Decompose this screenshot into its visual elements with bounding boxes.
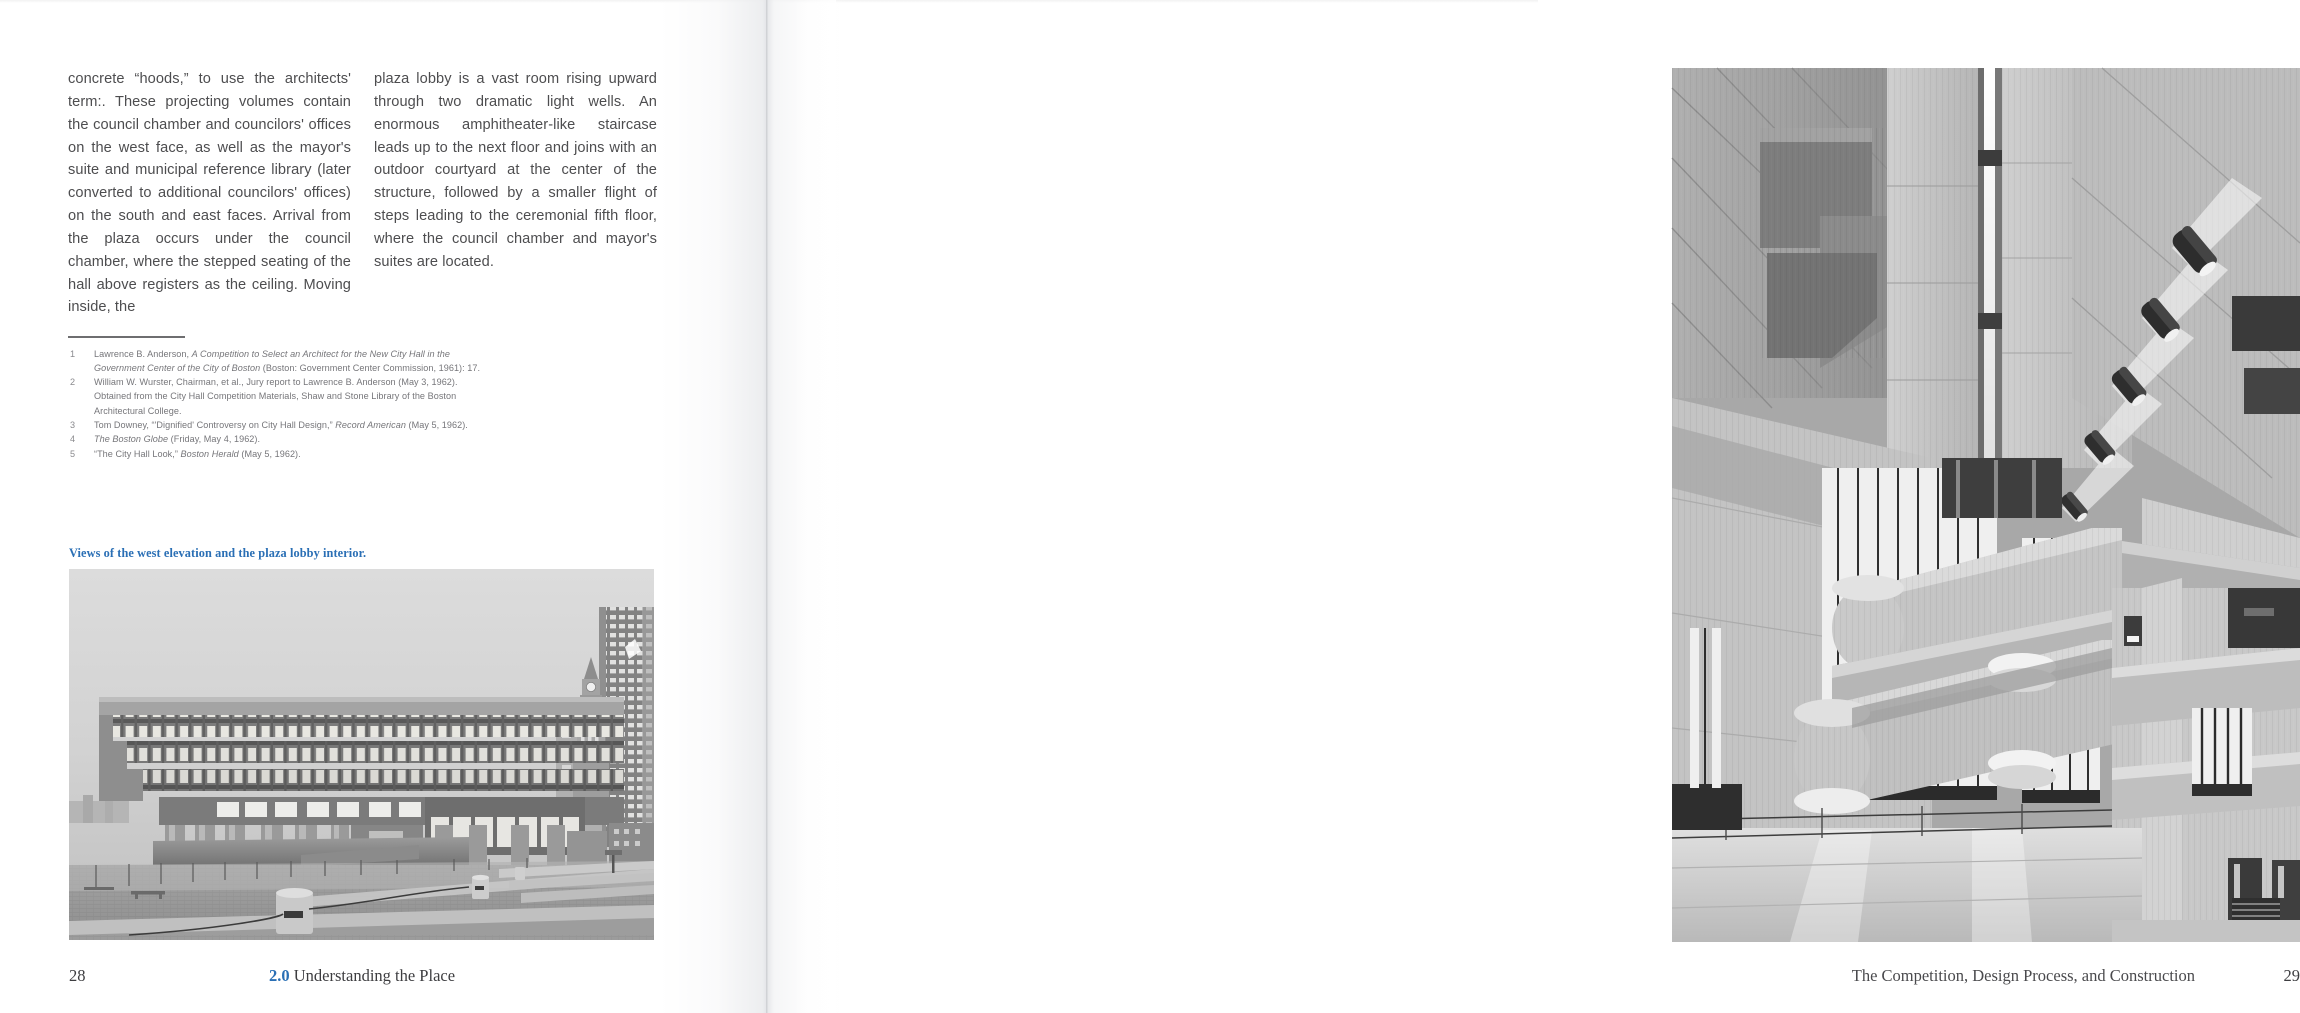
body-column-left bbox=[68, 68, 351, 319]
body-column-right bbox=[374, 68, 657, 274]
footnote-text: Tom Downey, “'Dignified' Controversy on City Hall Design,” Record American (May 5, 1962). bbox=[94, 420, 468, 431]
footnote-item bbox=[68, 347, 488, 376]
gutter-crease bbox=[766, 0, 768, 1013]
body-paragraph-2: plaza lobby is a vast room rising upward through two dramatic light wells. An enormous amphitheater-like staircase leads up to the next floor and joins with an outdoor courtyard at the center of the structure, followed by a smaller flight of steps leading to the ceremonial fifth floor, where the council chamber and mayor's suites are located. bbox=[374, 71, 657, 270]
footnote-text: Lawrence B. Anderson, A Competition to Select an Architect for the New City Hall in the Government Center of the City of Boston (Boston: Government Center Commission, 1961): 17. bbox=[94, 348, 481, 373]
running-book-title: The Competition, Design Process, and Construction bbox=[1851, 966, 2195, 985]
figure-caption: Views of the west elevation and the plaza lobby interior. bbox=[69, 546, 367, 560]
footnote-item bbox=[68, 447, 488, 461]
footnote-number: 4 bbox=[70, 434, 76, 445]
footnotes-block bbox=[68, 336, 488, 461]
footnote-item bbox=[68, 418, 488, 432]
footnote-item bbox=[68, 432, 488, 446]
right-page-footer bbox=[1672, 966, 2300, 992]
gutter-highlight bbox=[790, 0, 836, 1013]
right-page bbox=[836, 0, 2300, 1013]
page-number-right: 29 bbox=[2283, 966, 2300, 985]
left-page bbox=[0, 0, 700, 1013]
footnote-number: 3 bbox=[70, 420, 76, 431]
body-paragraph-1: concrete “hoods,” to use the architects' term:. These projecting volumes contain the council chamber and councilors' offices on the west face, as well as the mayor's suite and municipal reference library (later converted to additional councilors' offices) on the south and east faces. Arrival from the plaza occurs under the council chamber, where the stepped seating of the hall above registers as the ceiling. Moving inside, the bbox=[68, 71, 351, 316]
photo-west-elevation-art bbox=[69, 569, 654, 940]
section-number: 2.0 bbox=[269, 966, 290, 985]
photo-west-elevation bbox=[69, 569, 654, 940]
footnote-text: William W. Wurster, Chairman, et al., Jury report to Lawrence B. Anderson (May 3, 1962). Obtained from the City Hall Competition Materials, Shaw and Stone Library of the Boston Architectural College. bbox=[94, 377, 458, 416]
footnote-number: 1 bbox=[70, 348, 76, 359]
left-page-footer bbox=[69, 966, 659, 992]
footnote-number: 5 bbox=[70, 448, 76, 459]
footnote-number: 2 bbox=[70, 377, 76, 388]
photo-plaza-lobby-interior bbox=[1672, 68, 2300, 942]
footnote-text: The Boston Globe (Friday, May 4, 1962). bbox=[94, 434, 261, 445]
footnote-text: “The City Hall Look,” Boston Herald (May 5, 1962). bbox=[94, 448, 301, 459]
footnote-list bbox=[68, 347, 488, 461]
photo-plaza-lobby-art bbox=[1672, 68, 2300, 942]
running-section-title bbox=[269, 966, 455, 986]
section-title: Understanding the Place bbox=[293, 966, 456, 985]
footnote-rule bbox=[68, 336, 185, 338]
footnote-item bbox=[68, 375, 488, 418]
page-number-left: 28 bbox=[69, 966, 86, 985]
